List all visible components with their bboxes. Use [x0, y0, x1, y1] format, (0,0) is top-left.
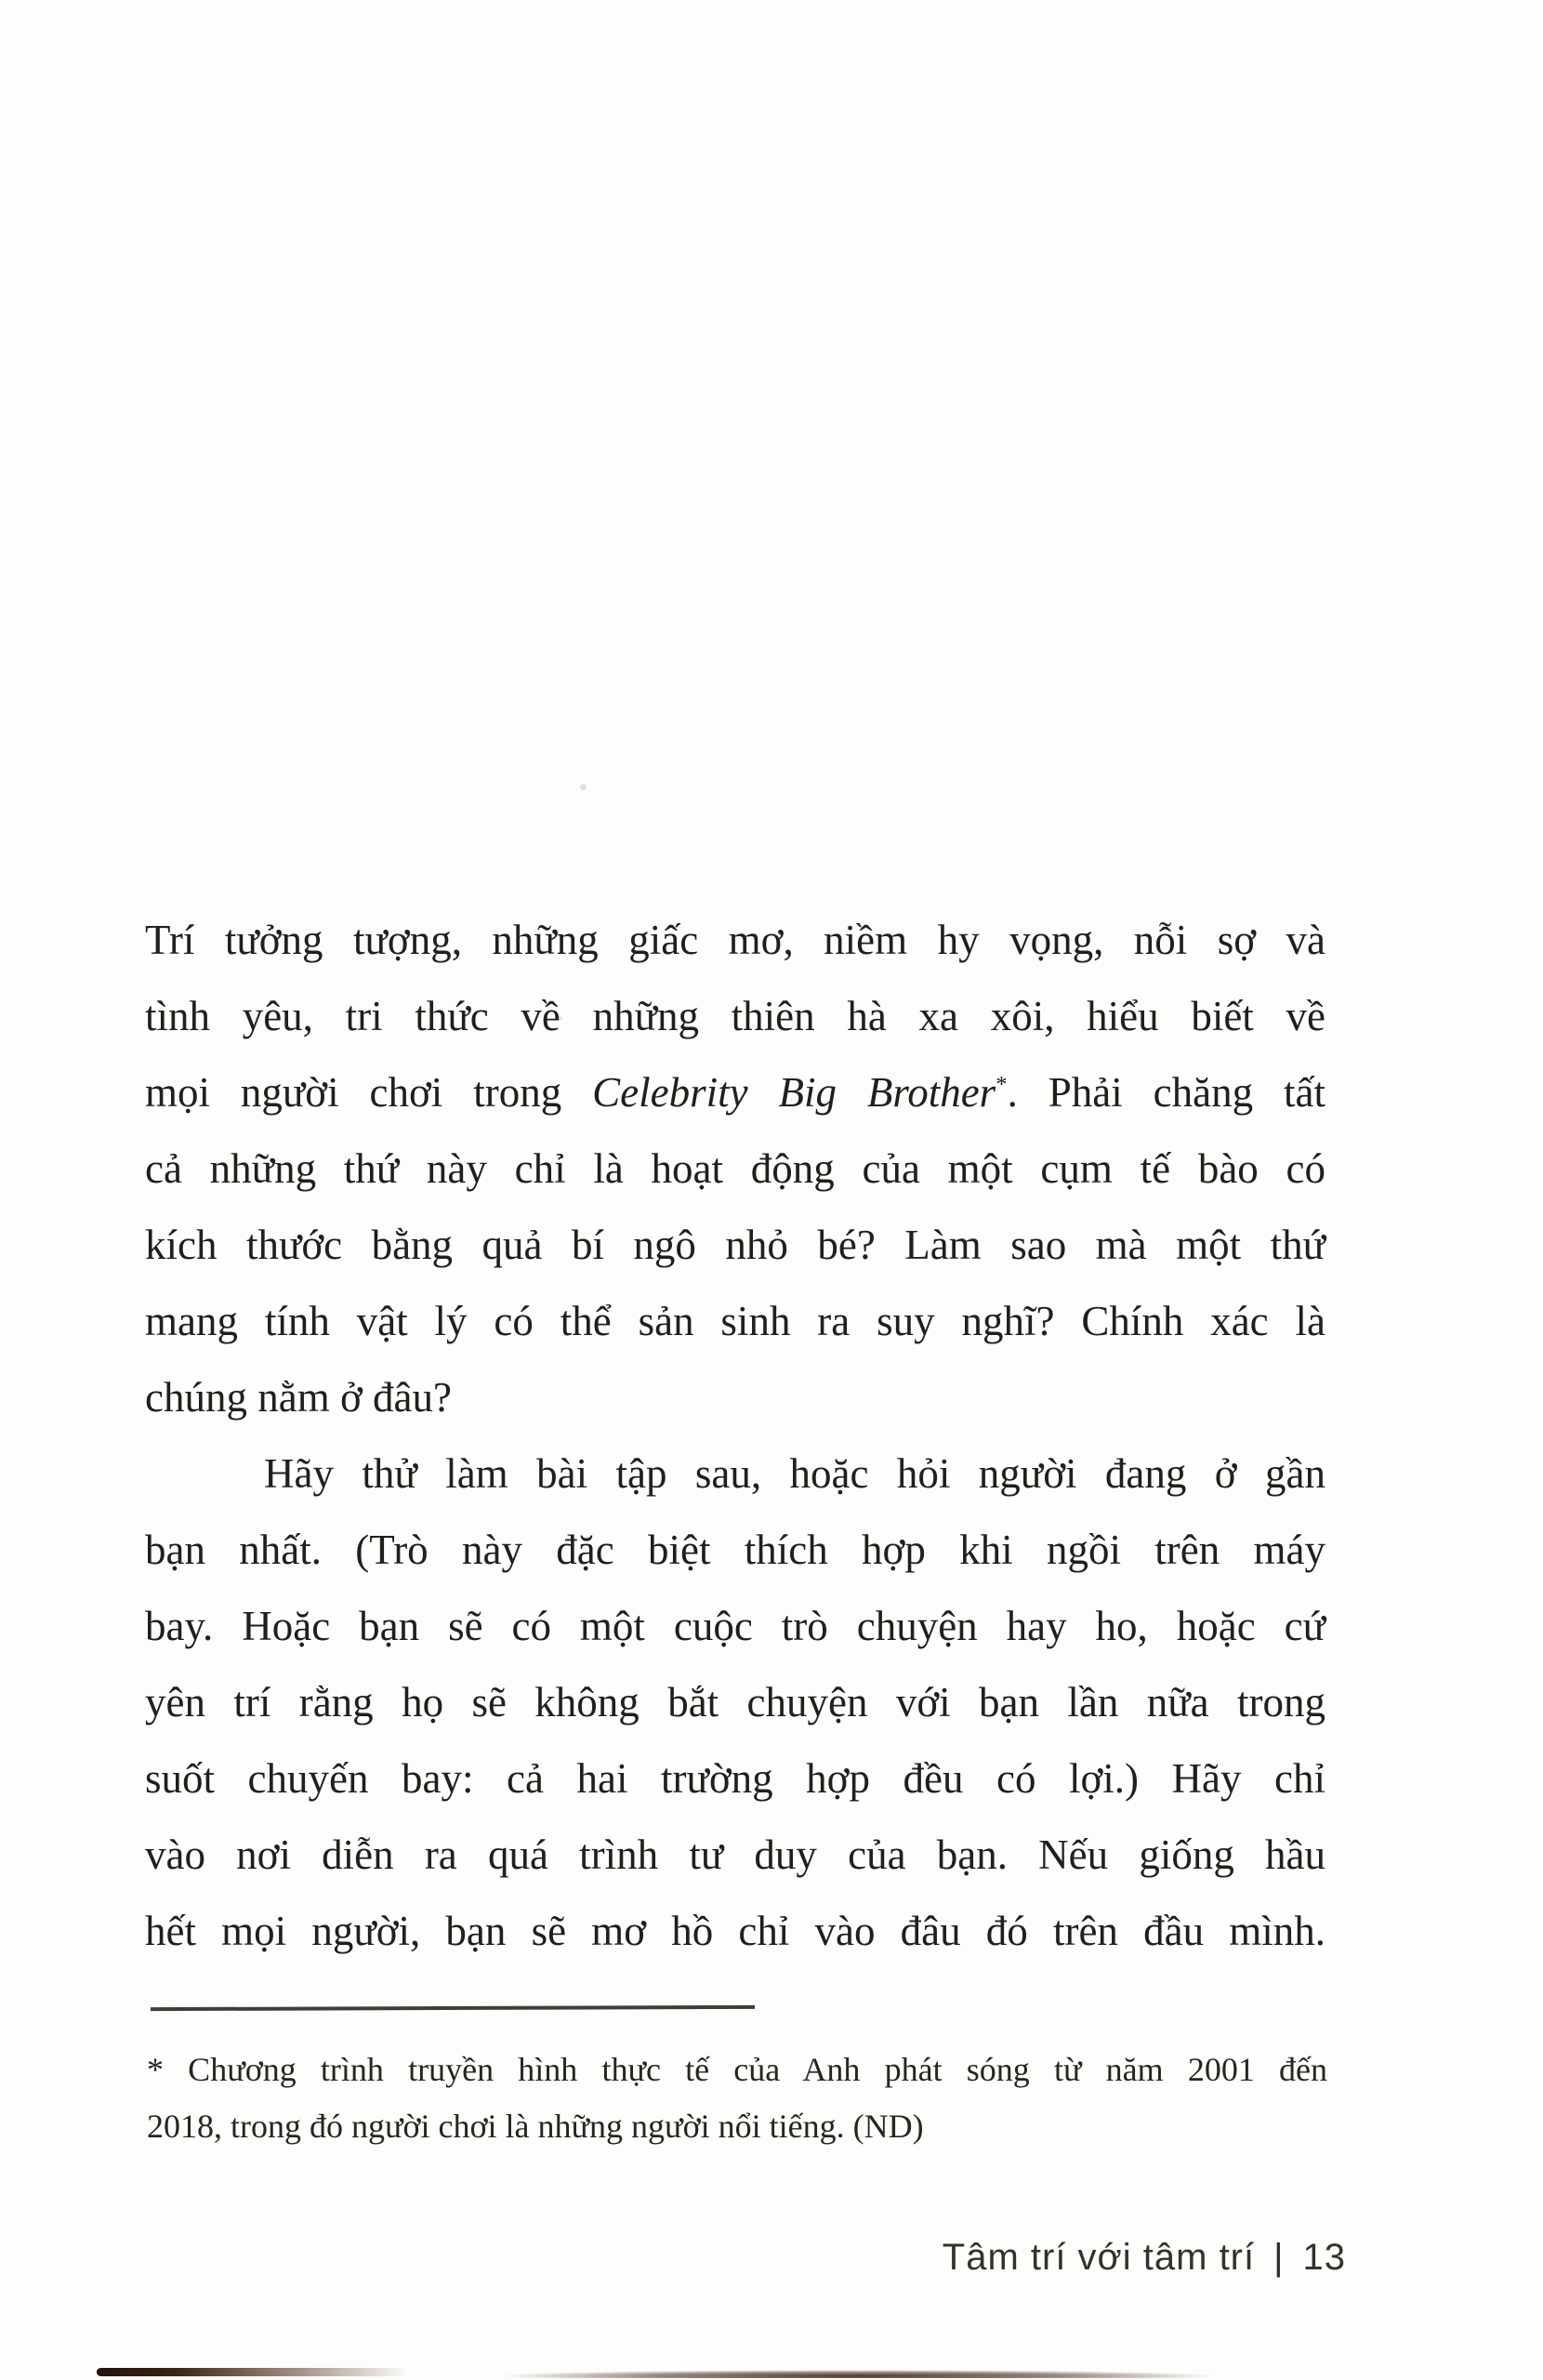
- body-line: vào nơi diễn ra quá trình tư duy của bạn. Nếu giống hầu: [145, 1831, 1325, 1878]
- body-line: bạn nhất. (Trò này đặc biệt thích hợp khi ngồi trên máy: [145, 1527, 1325, 1573]
- footnote-line: 2018, trong đó người chơi là những người nổi tiếng. (ND): [147, 2108, 924, 2145]
- body-text: [145, 902, 1325, 1969]
- running-title: Tâm trí với tâm trí: [942, 2237, 1256, 2278]
- book-edge-shadow-right: [507, 2360, 1343, 2378]
- body-line: kích thước bằng quả bí ngô nhỏ bé? Làm sao mà một thứ: [145, 1222, 1325, 1268]
- book-edge-shadow-left: [97, 2368, 408, 2376]
- footnote-line: * Chương trình truyền hình thực tế của Anh phát sóng từ năm 2001 đến: [147, 2051, 1327, 2088]
- body-line: chúng nằm ở đâu?: [145, 1374, 452, 1421]
- body-line: mang tính vật lý có thể sản sinh ra suy nghĩ? Chính xác là: [145, 1298, 1325, 1344]
- body-line: cả những thứ này chỉ là hoạt động của một cụm tế bào có: [145, 1145, 1325, 1192]
- footnote: [147, 2042, 1327, 2155]
- scan-speck: [558, 1016, 562, 1021]
- body-line: hết mọi người, bạn sẽ mơ hồ chỉ vào đâu đó trên đầu mình.: [145, 1908, 1325, 1954]
- scan-speck: [580, 784, 587, 790]
- body-line: tình yêu, tri thức về những thiên hà xa xôi, hiểu biết về: [145, 993, 1325, 1039]
- body-line: Trí tưởng tượng, những giấc mơ, niềm hy vọng, nỗi sợ và: [145, 917, 1325, 963]
- body-line: Hãy thử làm bài tập sau, hoặc hỏi người đang ở gần: [264, 1450, 1325, 1497]
- footer-separator: |: [1273, 2237, 1285, 2278]
- body-line: suốt chuyến bay: cả hai trường hợp đều có lợi.) Hãy chỉ: [145, 1755, 1325, 1802]
- body-line: mọi người chơi trong Celebrity Big Brother*. Phải chăng tất: [145, 1069, 1325, 1116]
- body-line: bay. Hoặc bạn sẽ có một cuộc trò chuyện hay ho, hoặc cứ: [145, 1603, 1325, 1649]
- page-footer: [943, 2237, 1346, 2279]
- page-number: 13: [1302, 2237, 1346, 2278]
- body-line: yên trí rằng họ sẽ không bắt chuyện với bạn lần nữa trong: [145, 1679, 1325, 1726]
- footnote-separator-rule: [151, 2005, 755, 2011]
